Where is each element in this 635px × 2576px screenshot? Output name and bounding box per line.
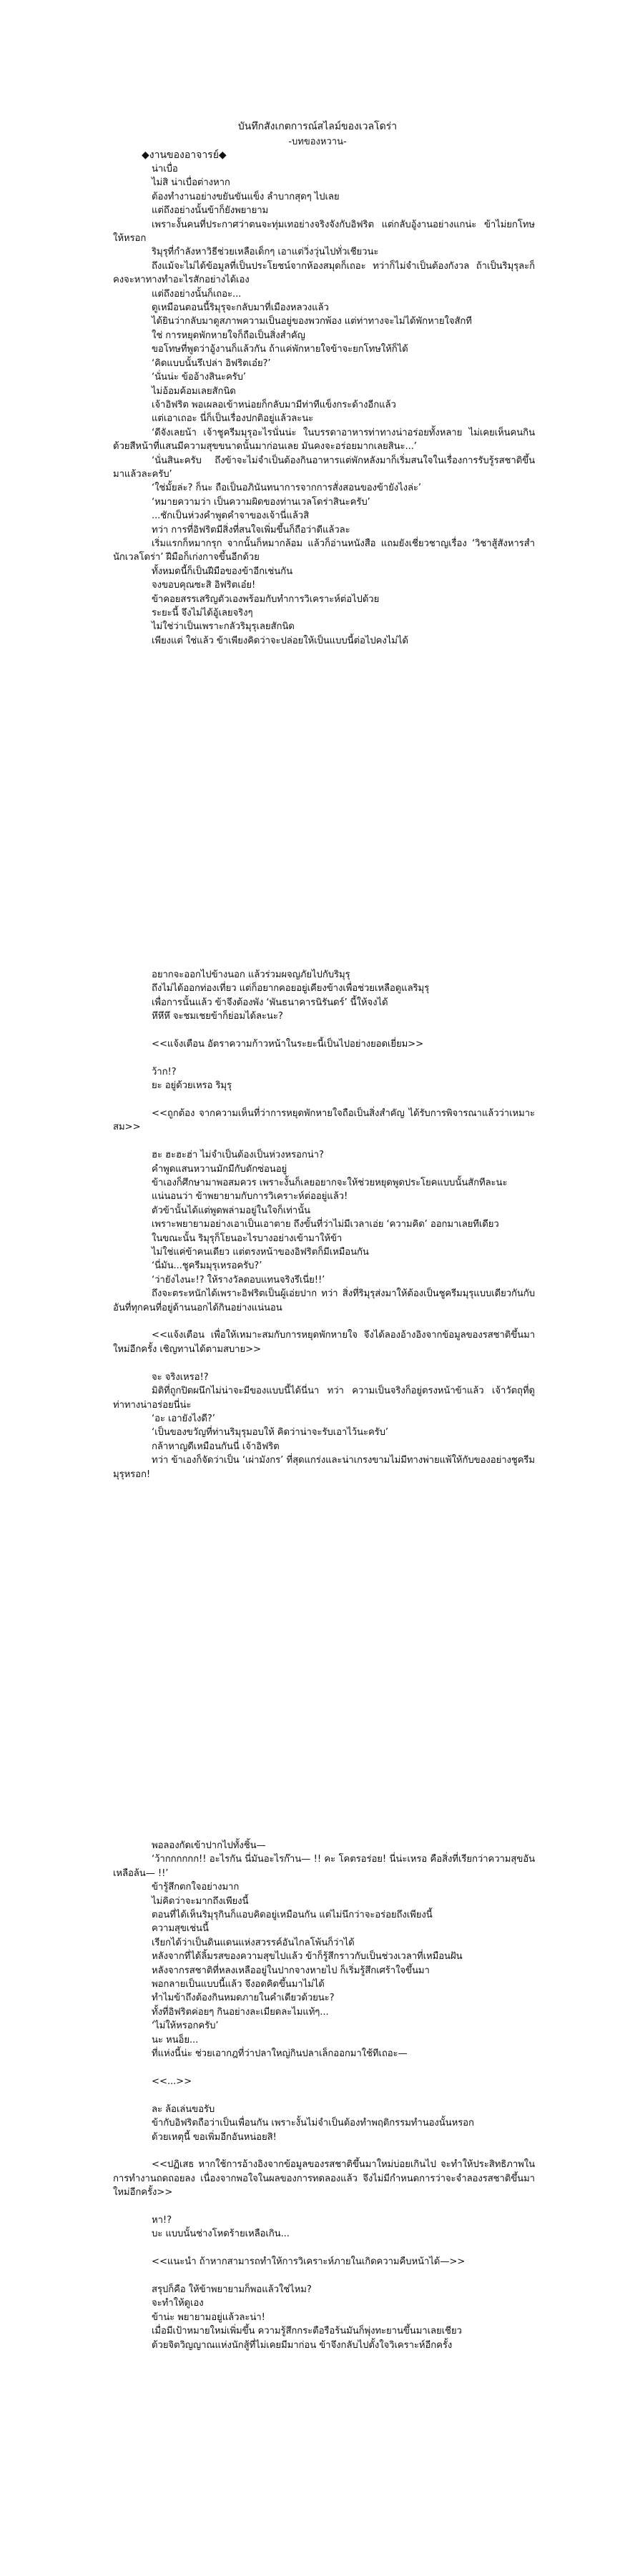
paragraph: ‘ไม่ให้หรอกครับ’ [152,2020,219,2032]
paragraph: ทั้งที่อิฟริตค่อยๆ กินอย่างละเมียดละไมแท้ๆ... [152,2006,329,2018]
section-header: ◆งานของอาจารย์◆ [142,149,227,161]
paragraph: ‘ว้ากกกกกก!! อะไรกัน นี่มันอะไรก๊าน— !! คะ โคตรอร่อย! นี่น่ะเหรอ คือสิ่งที่เรียกว่าความสุขอันเหลือล้น— !!’ [113,1854,535,1879]
paragraph: เพื่อการนั้นแล้ว ข้าจึงต้องพัง ‘พันธนาคารนิรันดร์’ นี้ให้จงได้ [152,997,388,1008]
paragraph: ‘คิดแบบนั้นรึเปล่า อิฟริตเอ๋ย?’ [152,357,271,369]
paragraph: แน่นอนว่า ข้าพยายามกับการวิเคราะห์ต่ออยู่แล้ว! [152,1191,348,1203]
paragraph: ถึงไม่ได้ออกท่องเที่ยว แต่ก็อยากคอยอยู่เคียงข้างเพื่อช่วยเหลือดูแลริมุรุ [152,983,430,995]
paragraph: หา!? [152,2214,172,2226]
paragraph-spacer [113,2088,535,2102]
paragraph: แต่ถึงอย่างนั้นก็เถอะ... [152,288,242,300]
paragraph-spacer [113,1315,535,1328]
paragraph: ‘นี่มัน...ชูครีมมุรุเหรอครับ?’ [152,1260,262,1272]
paragraph: ไม่ใช่แค่ข้าคนเดียว แต่ตรงหน้าของอิฟริตก็มีเหมือนกัน [152,1247,369,1258]
paragraph: ต้องทำงานอย่างขยันขันแข็ง ลำบากสุดๆ ไปเลย [152,191,340,202]
paragraph: มิติที่ถูกปิดผนึกไม่น่าจะมีของแบบนี้ได้นี่นา ทว่า ความเป็นจริงก็อยู่ตรงหน้าข้าแล้ว เจ้าวัตถุที่ดูท่าทางน่าอร่อยนี่น่ะ [113,1386,535,1411]
paragraph: ข้ารู้สึกตกใจอย่างมาก [152,1882,240,1893]
paragraph: ‘เป็นของขวัญที่ท่านริมุรุมอบให้ คิดว่าน่าจะรับเอาไว้นะครับ’ [152,1427,389,1438]
paragraph: ‘ดีจังเลยน้า เจ้าชูครีมมุรุอะไรนั่นน่ะ ในบรรดาอาหารท่าทางน่าอร่อยทั้งหลาย ไม่เคยเห็นคนกินด้วยสีหน้าที่แสนมีความสุขขนาดนั้นมาก่อนเลย มันคงจะอร่อยมากเลยสินะ...’ [113,427,535,453]
paragraph: คำพูดแสนหวานมักมีกับดักซ่อนอยู่ [152,1163,287,1175]
paragraph: เริ่มแรกก็หมากรุก จากนั้นก็หมากล้อม แล้วก็อ่านหนังสือ แถมยังเชี่ยวชาญเรื่อง ‘วิชาสู้สังหารสำนักเวลโดร่า’ ฝีมือก็เก่งกาจขึ้นอีกด้วย [113,538,535,563]
paragraph: ความสุขเช่นนี้ [152,1923,209,1935]
paragraph: จะ จริงเหรอ!? [152,1371,209,1383]
paragraph: ข้าคอยสรรเสริญตัวเองพร้อมกับทำการวิเคราะห์ต่อไปด้วย [152,593,380,605]
paragraph-spacer [113,1093,535,1107]
paragraph: ข้าเองก็ศึกษามาพอสมควร เพราะงั้นก็เลยอยากจะให้ช่วยหยุดพูดประโยคแบบนั้นสักทีละนะ [152,1178,508,1189]
paragraph: หลังจากรสชาติที่หลงเหลืออยู่ในปากจางหายไป ก็เริ่มรู้สึกเศร้าใจขึ้นมา [152,1965,430,1976]
paragraph: ทว่า การที่อิฟริตมีสิ่งที่สนใจเพิ่มขึ้นก็ถือว่าดีแล้วละ [152,524,350,536]
paragraph: ยะ อยู่ด้วยเหรอ ริมุรุ [152,1080,232,1092]
paragraph: แต่เอาเถอะ นี่ก็เป็นเรื่องปกติอยู่แล้วละนะ [152,413,314,425]
paragraph-spacer [113,1024,535,1037]
paragraph: ดูเหมือนตอนนี้ริมุรุจะกลับมาที่เมืองหลวงแล้ว [152,302,329,314]
paragraph: <<ปฏิเสธ หากใช้การอ้างอิงจากข้อมูลของรสชาติขึ้นมาใหม่บ่อยเกินไป จะทำให้ประสิทธิภาพในการทำงานถดถอยลง เนื่องจากพอใจในผลของการทดลองแล้ว จึงไม่มีกำหนดการว่าจะจำลองรสชาติขึ้นมาใหม่อีกครั้ง>> [113,2159,535,2199]
paragraph: เจ้าอิฟริต พอเผลอเข้าหน่อยก็กลับมามีท่าทีแข็งกระด้างอีกแล้ว [152,399,396,410]
paragraph: เพราะพยายามอย่างเอาเป็นเอาตาย ถึงขั้นที่ว่าไม่มีเวลาเอ่ย ‘ความคิด’ ออกมาเลยทีเดียว [152,1219,499,1230]
paragraph: ‘อะ เอายังไงดี?’ [152,1413,215,1424]
paragraph: ข้ากับอิฟริตถือว่าเป็นเพื่อนกัน เพราะงั้นไม่จำเป็นต้องทำพฤติกรรมทำนองนั้นหรอก [152,2118,474,2129]
paragraph: ‘ใช่มั้ยล่ะ? ก็นะ ถือเป็นอภินันทนาการจากการสั่งสอนของข้ายังไงล่ะ’ [152,483,422,494]
paragraph: ไม่สิ น่าเบื่อต่างหาก [152,177,230,189]
paragraph: อยากจะออกไปข้างนอก แล้วร่วมผจญภัยไปกับริมุรุ [152,969,350,980]
paragraph: ด้วยเหตุนี้ ขอเพิ่มอีกอันหน่อยสิ! [152,2131,277,2143]
paragraph: จะทำให้ดูเอง [152,2298,204,2309]
paragraph: ในขณะนั้น ริมุรุก็โยนอะไรบางอย่างเข้ามาให้ข้า [152,1233,343,1244]
paragraph: <<แจ้งเตือน เพื่อให้เหมาะสมกับการหยุดพักหายใจ จึงได้ลองอ้างอิงจากข้อมูลของรสชาติขึ้นมาใหม่อีกครั้ง เชิญทานได้ตามสบาย>> [113,1330,535,1355]
text-block-part3 [113,1839,535,2352]
paragraph: ทั้งหมดนี้ก็เป็นฝีมือของข้าอีกเช่นกัน [152,566,292,577]
paragraph: ที่แห่งนี้น่ะ ช่วยเอากฎที่ว่าปลาใหญ่กินปลาเล็กออกมาใช้ทีเถอะ— [152,2048,408,2060]
paragraph: หึหึหึ จะชมเชยข้าก็ย่อมได้ละนะ? [152,1011,283,1022]
document-title: บันทึกสังเกตการณ์สไลม์ของเวลโดร่า [237,121,398,132]
paragraph: ‘นั่นน่ะ ข้ออ้างสินะครับ’ [152,372,247,383]
paragraph: ได้ยินว่ากลับมาดูสภาพความเป็นอยู่ของพวกพ้อง แต่ท่าทางจะไม่ได้พักหายใจสักที [152,316,472,327]
paragraph: ละ ล้อเล่นขอรับ [152,2103,215,2115]
paragraph: ตัวข้านั้นได้แต่พูดพล่ามอยู่ในใจก็เท่านั้น [152,1205,310,1216]
paragraph-spacer [113,2241,535,2255]
document-subtitle: -บทของหวาน- [288,137,347,147]
paragraph-spacer [113,1356,535,1370]
paragraph: ข้าน่ะ พยายามอยู่แล้วละน่า! [152,2311,265,2323]
paragraph: ‘ว่ายังไงนะ!? ให้รางวัลตอบแทนจริงรึเนี่ย!!’ [152,1274,325,1285]
paragraph: พอลองกัดเข้าปากไปทั้งชิ้น— [152,1840,266,1851]
paragraph: ด้วยจิตวิญญาณแห่งนักสู้ที่ไม่เคยมีมาก่อน ข้าจึงกลับไปตั้งใจวิเคราะห์อีกครั้ง [152,2339,453,2351]
paragraph: <<แนะนำ ถ้าหากสามารถทำให้การวิเคราะห์ภายในเกิดความคืบหน้าได้—>> [152,2256,466,2268]
paragraph: ขอโทษที่พูดว่าอู้งานก็แล้วกัน ถ้าแค่พักหายใจข้าจะยกโทษให้ก็ได้ [152,344,408,355]
paragraph: ใช่ การหยุดพักหายใจก็ถือเป็นสิ่งสำคัญ [152,330,305,341]
paragraph: นะ หนอ็ย... [152,2034,199,2045]
paragraph-spacer [113,2061,535,2075]
paragraph: ถึงจะตระหนักได้เพราะอิฟริตเป็นผู้เอ่ยปาก ทว่า สิ่งที่ริมุรุส่งมาให้ต้องเป็นชูครีมมุรุแบบเดียวกันกับอันที่ทุกคนที่อยู่ด้านนอกได้กินอย่างแน่นอน [113,1288,535,1313]
paragraph: ริมุรุที่กำลังหาวิธีช่วยเหลือเด็กๆ เอาแต่วิ่งวุ่นไปทั่วเชียวนะ [152,247,379,258]
text-block-part1 [113,162,535,648]
paragraph: ‘นั่นสินะครับ ถึงข้าจะไม่จำเป็นต้องกินอาหารแต่พักหลังมาก็เริ่มสนใจในเรื่องการรับรู้รสชาติขึ้นมาแล้วละครับ’ [113,455,535,480]
paragraph: พอกลายเป็นแบบนี้แล้ว จึงอดคิดขึ้นมาไม่ได้ [152,1979,325,1990]
paragraph: กล้าหาญดีเหมือนกันนี่ เจ้าอิฟริต [152,1441,280,1452]
paragraph: เพียงแต่ ใช่แล้ว ข้าเพียงคิดว่าจะปล่อยให้เป็นแบบนี้ต่อไปคงไม่ได้ [152,635,408,646]
paragraph: หลังจากที่ได้ลิ้มรสของความสุขไปแล้ว ข้าก็รู้สึกราวกับเป็นช่วงเวลาที่เหมือนฝัน [152,1951,463,1963]
paragraph: ถึงแม้จะไม่ได้ข้อมูลที่เป็นประโยชน์จากห้องสมุดก็เถอะ ทว่าก็ไม่จำเป็นต้องกังวล ถ้าเป็นริมุรุละก็คงจะหาทางทำอะไรสักอย่างได้เอง [113,260,535,286]
paragraph: ฮะ ฮะฮะฮ่า ไม่จำเป็นต้องเป็นห่วงหรอกน่า? [152,1150,324,1161]
paragraph: ไม่คิดว่าจะมากถึงเพียงนี้ [152,1895,249,1907]
paragraph: น่าเบื่อ [152,164,178,174]
paragraph: เพราะงั้นคนที่ประกาศว่าตนจะทุ่มเทอย่างจริงจังกับอิฟริต แต่กลับอู้งานอย่างแกน่ะ ข้าไม่ยกโทษให้หรอก [113,219,535,245]
paragraph: เมื่อมีเป้าหมายใหม่เพิ่มขึ้น ความรู้สึกกระตือรือร้นมันก็พุ่งทะยานขึ้นมาเลยเชียว [152,2326,462,2337]
paragraph: สรุปก็คือ ให้ข้าพยายามก็พอแล้วใช่ไหม? [152,2284,312,2295]
paragraph-spacer [113,1135,535,1148]
paragraph: เรียกได้ว่าเป็นดินแดนแห่งสวรรค์อันไกลโพ้นก็ว่าได้ [152,1937,355,1948]
paragraph-spacer [113,2200,535,2214]
text-block-part2 [113,968,535,1481]
paragraph-spacer [113,1051,535,1065]
paragraph-spacer [113,2144,535,2158]
paragraph: ไม่ใช่ว่าเป็นเพราะกลัวริมุรุเลยสักนิด [152,621,295,633]
paragraph: ทว่า ข้าเองก็จัดว่าเป็น ‘เผ่ามังกร’ ที่สุดแกร่งและน่าเกรงขามไม่มีทางพ่ายแพ้ให้กับของอย่างชูครีมมุรุหรอก! [113,1455,535,1480]
paragraph: ทำไมข้าถึงต้องกินหมดภายในคำเดียวด้วยนะ? [152,1993,335,2004]
paragraph: ไม่อ้อมค้อมเลยสักนิด [152,385,236,397]
paragraph: ‘หมายความว่า เป็นความผิดของท่านเวลโดร่าสินะครับ’ [152,496,370,508]
paragraph: บะ แบบนั้นช่างโหดร้ายเหลือเกิน... [152,2229,290,2240]
paragraph: ระยะนี้ จึงไม่ได้อู้เลยจริงๆ [152,608,253,618]
paragraph: จงขอบคุณซะสิ อิฟริตเอ๋ย! [152,580,256,591]
paragraph: แต่ถึงอย่างนั้นข้าก็ยังพยายาม [152,205,269,217]
paragraph: ตอนที่ได้เห็นริมุรุกินก็แอบคิดอยู่เหมือนกัน แต่ไม่นึกว่าจะอร่อยถึงเพียงนี้ [152,1910,433,1921]
paragraph: <<...>> [152,2076,192,2087]
paragraph: ...ชักเป็นห่วงคำพูดคำจาของเจ้านี่แล้วสิ [152,510,310,522]
paragraph: ว้าก!? [152,1066,177,1077]
paragraph: <<แจ้งเตือน อัตราความก้าวหน้าในระยะนี้เป็นไปอย่างยอดเยี่ยม>> [152,1039,424,1050]
paragraph: <<ถูกต้อง จากความเห็นที่ว่าการหยุดพักหายใจถือเป็นสิ่งสำคัญ ได้รับการพิจารณาแล้วว่าเหมาะสม>> [113,1108,535,1133]
paragraph-spacer [113,2269,535,2283]
